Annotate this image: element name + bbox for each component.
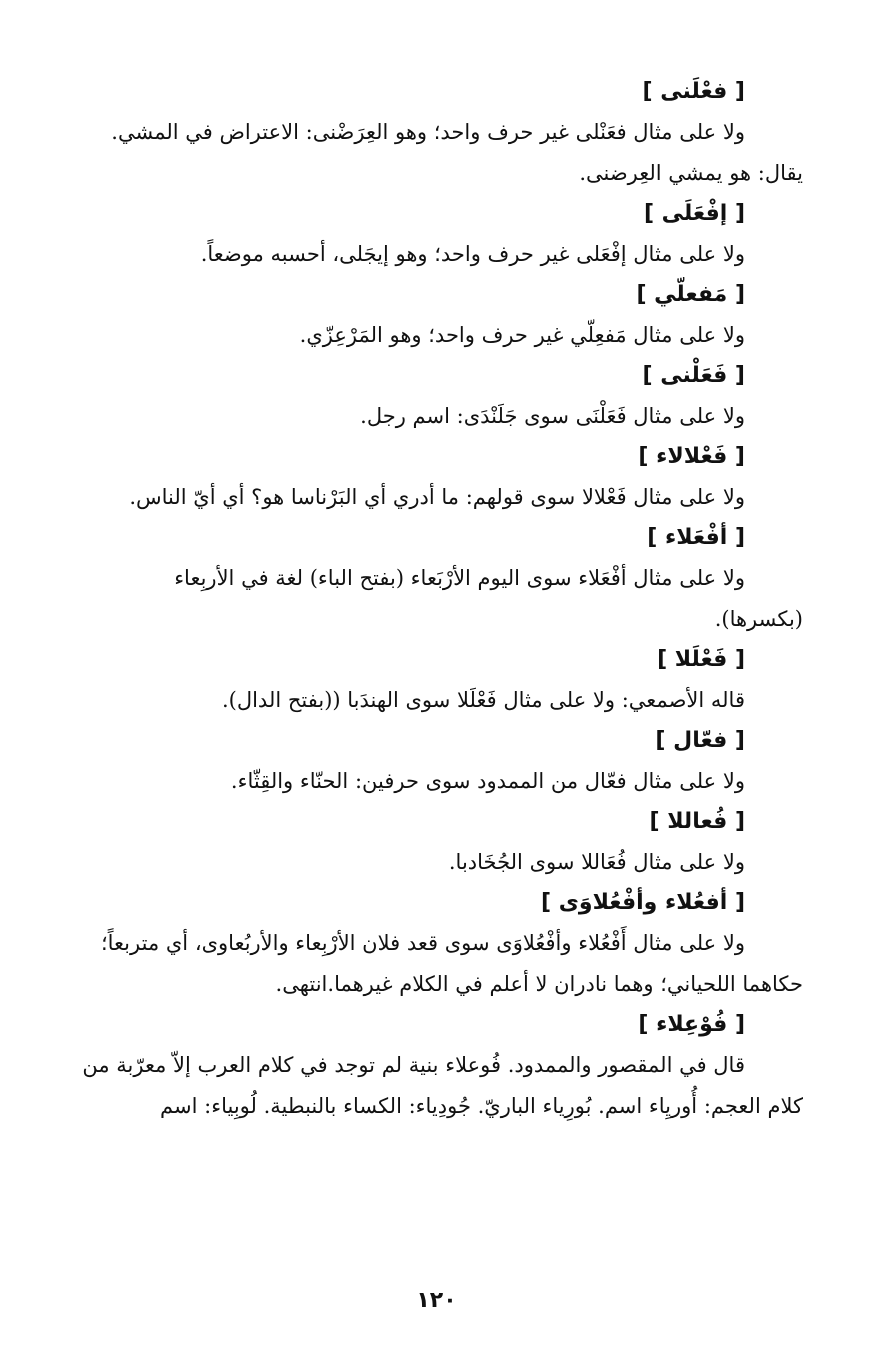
entry-section [58, 640, 803, 721]
entry-text [58, 680, 803, 721]
entry-text [58, 761, 803, 802]
entry-text [58, 396, 803, 437]
entry-heading: [ فعْلَنى ] [642, 79, 745, 104]
entry-heading: [ فَعْلالاء ] [638, 444, 745, 469]
entry-section [58, 194, 803, 275]
entry-heading: [ فعّال ] [655, 728, 745, 753]
text-line: ولا على مثال فَعَلْنَى سوى جَلَنْدَى: اسم رجل. [360, 404, 745, 428]
text-line: ولا على مثال مَفعِلّي غير حرف واحد؛ وهو المَرْعِزّي. [299, 323, 745, 347]
text-line: ولا على مثال إفْعَلى غير حرف واحد؛ وهو إيجَلى، أحسبه موضعاً. [200, 242, 745, 266]
entry-text [58, 842, 803, 883]
entry-heading: [ فَعْلَلا ] [657, 647, 745, 672]
text-line: ولا على مثال أَفْعُلاء وأفْعُلاوَى سوى قعد فلان الأرْبِعاء والأربُعاوى، أي متربعاً؛ [100, 931, 745, 955]
entry-heading: [ فُعاللا ] [649, 809, 745, 834]
text-line: قاله الأصمعي: ولا على مثال فَعْلَلا سوى الهندَبا ((بفتح الدال). [221, 688, 745, 712]
entry-heading: [ أفعُلاء وأفْعُلاوَى ] [541, 890, 745, 915]
entry-section [58, 1005, 803, 1127]
text-line: حكاهما اللحياني؛ وهما نادران لا أعلم في الكلام غيرهما.انتهى. [275, 972, 803, 996]
entry-text [58, 558, 803, 640]
page-body [58, 72, 803, 1127]
entry-text [58, 112, 803, 194]
page-number: ١٢٠ [416, 1288, 457, 1313]
entry-section [58, 72, 803, 194]
text-line: (بكسرها). [714, 607, 803, 631]
entry-section [58, 518, 803, 640]
entry-section [58, 883, 803, 1005]
entry-text [58, 477, 803, 518]
text-line: ولا على مثال فَعْلالا سوى قولهم: ما أدري أي البَرْناسا هو؟ أي أيّ الناس. [129, 485, 745, 509]
entry-text [58, 923, 803, 1005]
entry-section [58, 437, 803, 518]
entry-heading: [ أفْعَلاء ] [647, 525, 745, 550]
text-line: ولا على مثال فعَنْلى غير حرف واحد؛ وهو العِرَضْنى: الاعتراض في المشي. [111, 120, 745, 144]
entry-heading: [ فُوْعِلاء ] [638, 1012, 745, 1037]
entry-section [58, 721, 803, 802]
text-line: ولا على مثال أفْعَلاء سوى اليوم الأرْبَعاء (بفتح الباء) لغة في الأربِعاء [174, 566, 745, 590]
entry-section [58, 802, 803, 883]
text-line: ولا على مثال فُعَاللا سوى الجُخَادبا. [448, 850, 745, 874]
text-line: ولا على مثال فعّال من الممدود سوى حرفين: الحنّاء والقِثّاء. [230, 769, 745, 793]
entry-text [58, 234, 803, 275]
entry-section [58, 356, 803, 437]
text-line: كلام العجم: أُوريِاء اسم. بُورِياء الباريّ. جُودِياء: الكساء بالنبطية. لُوبِياء: اسم [160, 1094, 803, 1118]
entry-heading: [ إفْعَلَى ] [643, 201, 745, 226]
entry-heading: [ فَعَلْنى ] [642, 363, 745, 388]
entry-section [58, 275, 803, 356]
text-line: يقال: هو يمشي العِرضنى. [579, 161, 803, 185]
text-line: قال في المقصور والممدود. فُوعلاء بنية لم توجد في كلام العرب إلاّ معرّبة من [82, 1053, 745, 1077]
entry-heading: [ مَفعلّي ] [636, 282, 745, 307]
entry-text [58, 1045, 803, 1127]
entry-text [58, 315, 803, 356]
